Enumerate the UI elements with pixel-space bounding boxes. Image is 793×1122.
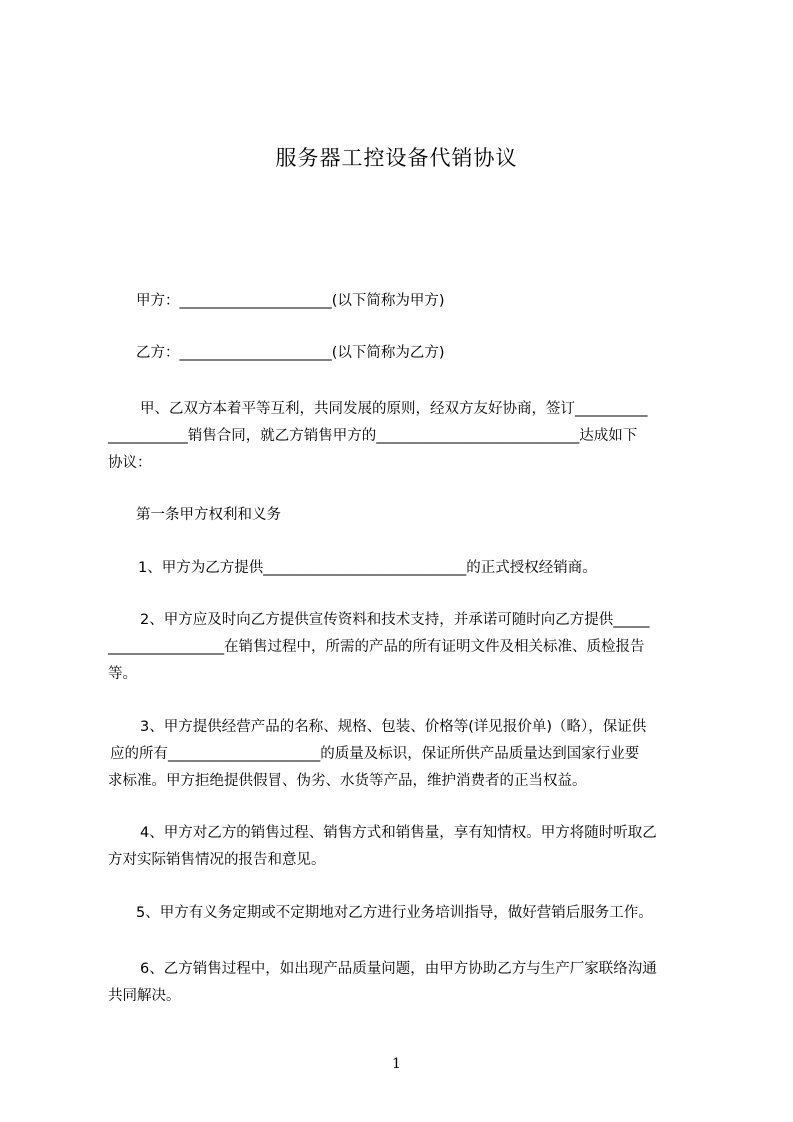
- clause-4: [108, 820, 704, 874]
- clause-5-line-1: 5、甲方有义务定期或不定期地对乙方进行业务培训指导，做好营销后服务工作。: [136, 905, 653, 921]
- document-title: 服务器工控设备代销协议: [275, 146, 518, 170]
- intro-paragraph: [108, 396, 704, 477]
- clause-5: [108, 900, 704, 927]
- clause-6-line-1: 6、乙方销售过程中，如出现产品质量问题，由甲方协助乙方与生产厂家联络沟通: [140, 961, 657, 977]
- clause-1: [108, 555, 704, 582]
- intro-line-3: 协议：: [108, 455, 152, 471]
- clause-3-line-1: 3、甲方提供经营产品的名称、规格、包装、价格等(详见报价单)（略），保证供: [140, 719, 647, 735]
- clause-1-line-1: 1、甲方为乙方提供____________________________的正式授权经销商。: [138, 560, 597, 576]
- clause-3-line-3: 求标准。甲方拒绝提供假冒、伪劣、水货等产品，维护消费者的正当权益。: [108, 773, 587, 789]
- clause-6: [108, 956, 704, 1010]
- clause-6-line-2: 共同解决。: [108, 988, 181, 1004]
- intro-line-2: ___________销售合同，就乙方销售甲方的____________________________达成如下: [108, 428, 638, 444]
- clause-2-line-1: 2、甲方应及时向乙方提供宣传资料和技术支持，并承诺可随时向乙方提供_____: [140, 612, 650, 628]
- intro-line-1: 甲、乙双方本着平等互利，共同发展的原则，经双方友好协商，签订__________: [140, 401, 648, 417]
- clause-2-line-3: 等。: [108, 666, 137, 682]
- clause-3: [108, 714, 704, 795]
- clause-4-line-2: 方对实际销售情况的报告和意见。: [108, 852, 326, 868]
- clause-3-line-2: 应的所有_____________________的质量及标识，保证所供产品质量达到国家行业要: [110, 746, 640, 762]
- page-number: 1: [392, 1056, 401, 1072]
- clause-4-line-1: 4、甲方对乙方的销售过程、销售方式和销售量，享有知情权。甲方将随时听取乙: [140, 825, 657, 841]
- clause-2: [108, 607, 704, 688]
- clause-2-line-2: ________________在销售过程中，所需的产品的所有证明文件及相关标准、质检报告: [108, 639, 645, 655]
- section-1-heading: 第一条甲方权利和义务: [136, 507, 281, 523]
- party-b-line: 乙方：_____________________(以下简称为乙方): [136, 345, 445, 361]
- party-a-line: 甲方：_____________________(以下简称为甲方): [136, 293, 445, 309]
